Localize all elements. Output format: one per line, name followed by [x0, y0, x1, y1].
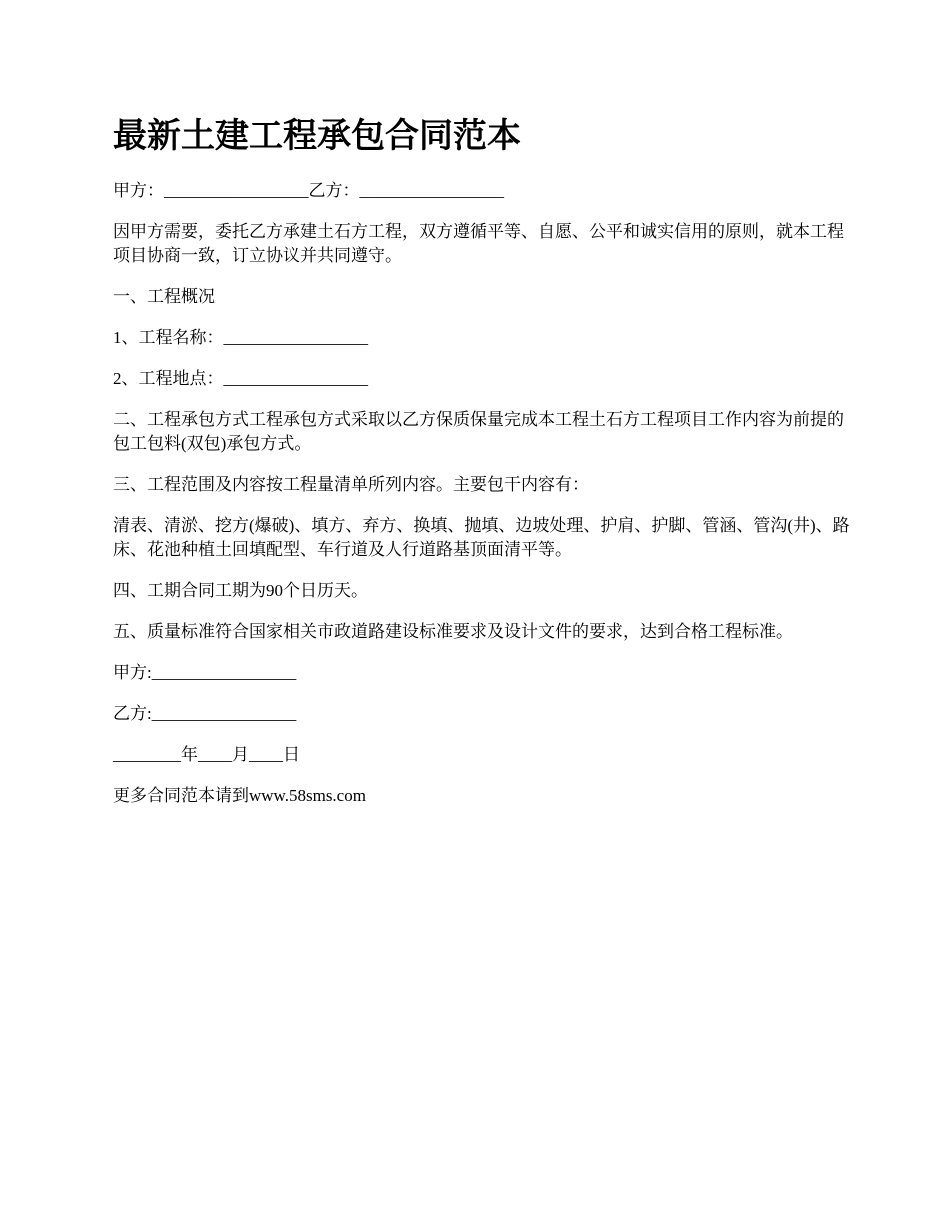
- party-a-signature-line: 甲方:_________________: [113, 663, 297, 682]
- quality-paragraph: 五、质量标准符合国家相关市政道路建设标准要求及设计文件的要求，达到合格工程标准。: [113, 622, 793, 641]
- party-b-signature-line: 乙方:_________________: [113, 704, 297, 723]
- contract-document: [113, 110, 853, 825]
- project-name-line: 1、工程名称：_________________: [113, 328, 368, 347]
- section-heading-overview: 一、工程概况: [113, 287, 215, 306]
- parties-line: 甲方：_________________乙方：_________________: [113, 181, 504, 200]
- document-title: 最新土建工程承包合同范本: [113, 116, 521, 156]
- contracting-method-paragraph: 二、工程承包方式工程承包方式采取以乙方保质保量完成本工程土石方工程项目工作内容为前提的包工包料(双包)承包方式。: [113, 410, 844, 453]
- schedule-paragraph: 四、工期合同工期为90个日历天。: [113, 581, 368, 600]
- scope-items-paragraph: 清表、清淤、挖方(爆破)、填方、弃方、换填、抛填、边坡处理、护肩、护脚、管涵、管沟(井)、路床、花池种植土回填配型、车行道及人行道路基顶面清平等。: [113, 516, 850, 559]
- footer-link-text: 更多合同范本请到www.58sms.com: [113, 786, 366, 805]
- project-location-line: 2、工程地点：_________________: [113, 369, 368, 388]
- date-line: ________年____月____日: [113, 745, 300, 764]
- scope-paragraph: 三、工程范围及内容按工程量清单所列内容。主要包干内容有：: [113, 475, 589, 494]
- intro-paragraph: 因甲方需要，委托乙方承建土石方工程，双方遵循平等、自愿、公平和诚实信用的原则，就本工程项目协商一致，订立协议并共同遵守。: [113, 222, 844, 265]
